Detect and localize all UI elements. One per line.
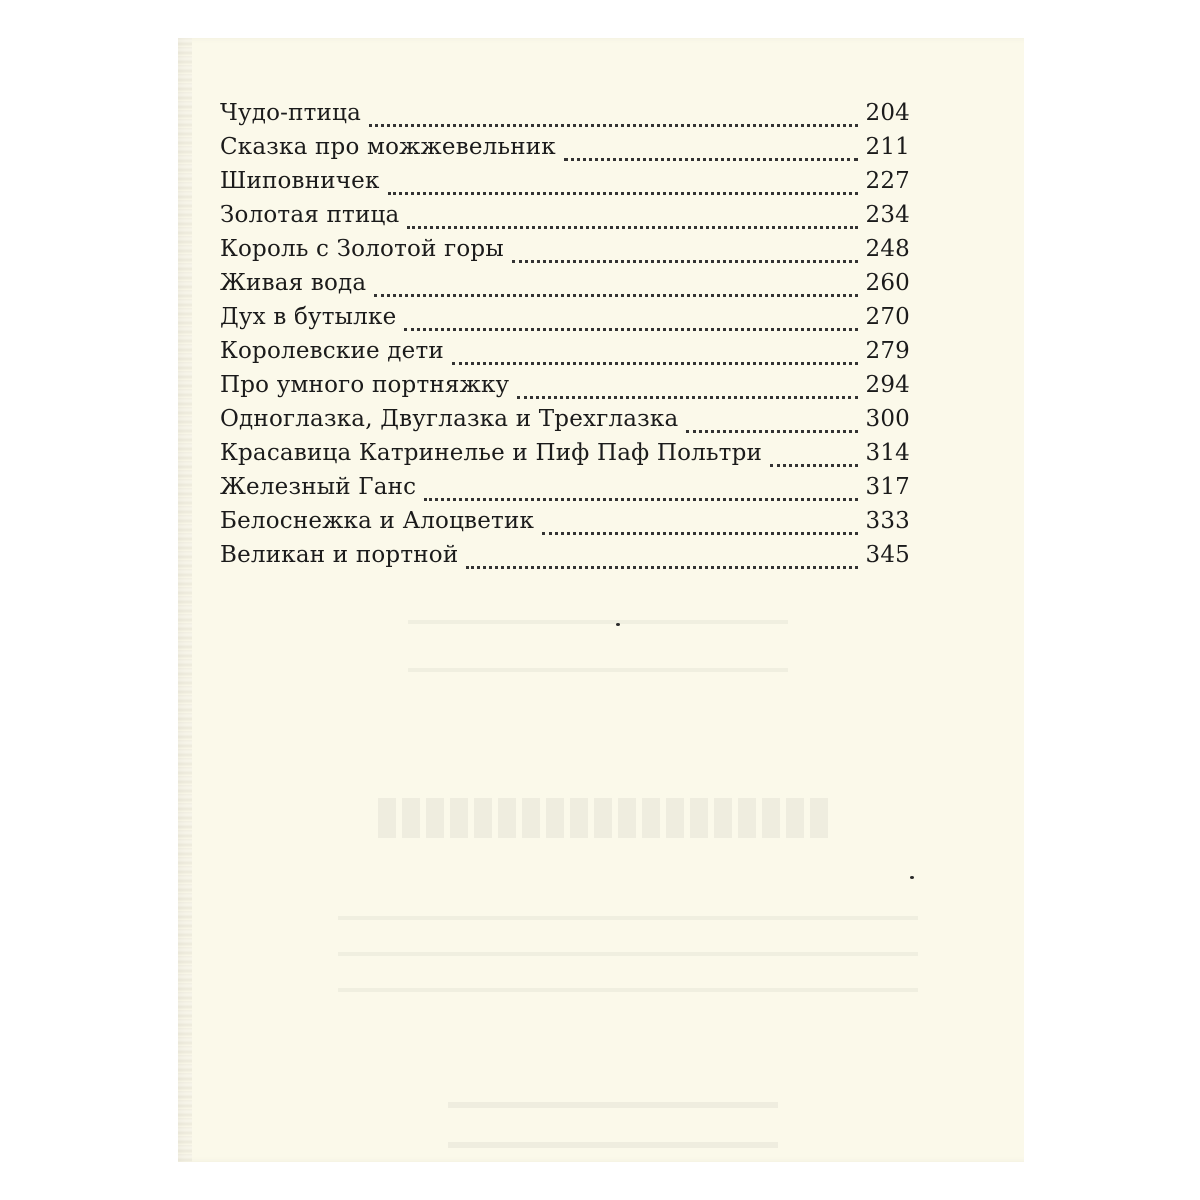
toc-dot-leader	[369, 124, 858, 127]
toc-entry-page-number: 260	[865, 270, 910, 296]
toc-entry-title: Одноглазка, Двуглазка и Трехглазка	[220, 406, 679, 432]
toc-entry-page-number: 345	[865, 542, 910, 568]
table-of-contents	[220, 100, 910, 576]
toc-entry-title: Шиповничек	[220, 168, 380, 194]
toc-entry	[220, 236, 910, 270]
toc-entry	[220, 202, 910, 236]
toc-entry-title: Железный Ганс	[220, 474, 417, 500]
toc-entry-page-number: 300	[865, 406, 910, 432]
show-through-text	[408, 598, 788, 708]
toc-entry-page-number: 204	[865, 100, 910, 126]
toc-entry-title: Золотая птица	[220, 202, 400, 228]
toc-entry-title: Про умного портняжку	[220, 372, 510, 398]
toc-entry	[220, 168, 910, 202]
toc-entry	[220, 542, 910, 576]
toc-entry	[220, 474, 910, 508]
toc-entry-title: Белоснежка и Алоцветик	[220, 508, 535, 534]
toc-entry-title: Король с Золотой горы	[220, 236, 504, 262]
toc-dot-leader	[542, 532, 858, 535]
book-page	[178, 38, 1024, 1162]
toc-entry-page-number: 211	[865, 134, 910, 160]
toc-entry-page-number: 234	[865, 202, 910, 228]
toc-entry-page-number: 270	[865, 304, 910, 330]
show-through-text	[448, 1078, 778, 1148]
toc-dot-leader	[424, 498, 858, 501]
toc-entry-title: Королевские дети	[220, 338, 444, 364]
toc-entry-page-number: 248	[865, 236, 910, 262]
toc-dot-leader	[407, 226, 858, 229]
ink-speck	[616, 623, 620, 626]
toc-entry-title: Чудо-птица	[220, 100, 361, 126]
toc-entry-title: Дух в бутылке	[220, 304, 397, 330]
toc-entry-title: Живая вода	[220, 270, 367, 296]
toc-entry-title: Сказка про можжевельник	[220, 134, 556, 160]
toc-entry-page-number: 279	[865, 338, 910, 364]
toc-entry-page-number: 294	[865, 372, 910, 398]
show-through-text	[338, 898, 918, 1008]
toc-entry	[220, 440, 910, 474]
toc-entry-page-number: 333	[865, 508, 910, 534]
show-through-text	[378, 798, 828, 838]
toc-dot-leader	[452, 362, 858, 365]
toc-entry	[220, 100, 910, 134]
toc-dot-leader	[564, 158, 858, 161]
toc-entry-page-number: 227	[865, 168, 910, 194]
toc-entry	[220, 338, 910, 372]
toc-dot-leader	[770, 464, 858, 467]
toc-dot-leader	[512, 260, 858, 263]
toc-entry-page-number: 317	[865, 474, 910, 500]
toc-entry	[220, 508, 910, 542]
toc-entry	[220, 134, 910, 168]
toc-dot-leader	[374, 294, 858, 297]
toc-entry-title: Красавица Катринелье и Пиф Паф Польтри	[220, 440, 763, 466]
ink-speck	[910, 876, 914, 879]
toc-entry-title: Великан и портной	[220, 542, 459, 568]
toc-dot-leader	[517, 396, 858, 399]
toc-entry	[220, 406, 910, 440]
toc-dot-leader	[686, 430, 858, 433]
toc-dot-leader	[466, 566, 858, 569]
toc-entry	[220, 304, 910, 338]
toc-entry-page-number: 314	[865, 440, 910, 466]
toc-dot-leader	[404, 328, 858, 331]
toc-entry	[220, 372, 910, 406]
toc-entry	[220, 270, 910, 304]
toc-dot-leader	[388, 192, 858, 195]
